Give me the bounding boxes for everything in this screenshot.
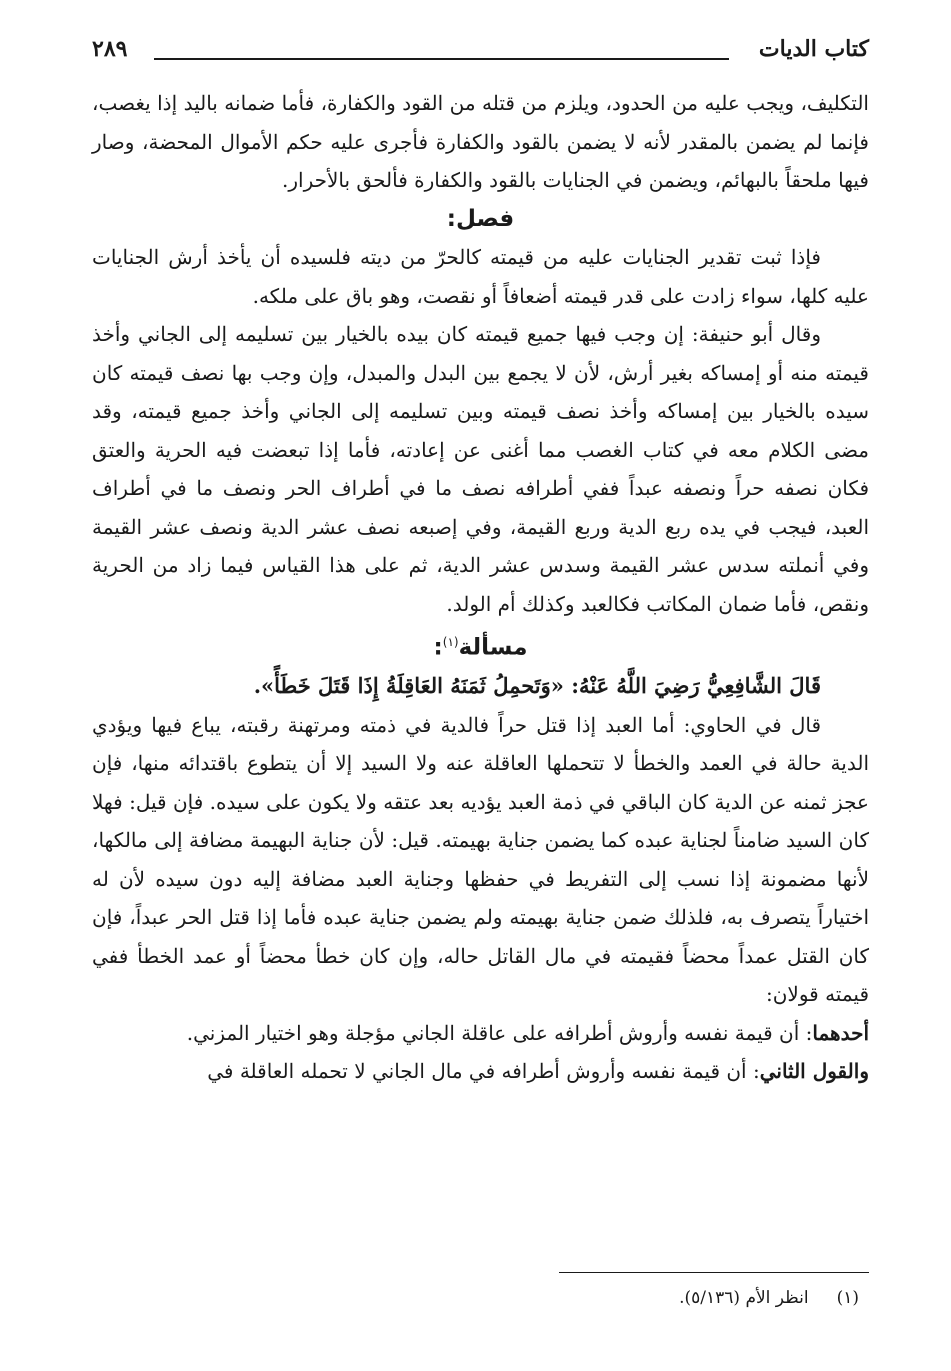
paragraph-2: فإذا ثبت تقدير الجنايات عليه من قيمته كالحرّ من ديته فلسيده أن يأخذ أرش الجنايات عليه كلها، سواء زادت على قدر قيمته أضعافاً أو نقصت، وهو باق على ملكه. [92, 245, 869, 308]
masala-title: مسألة [458, 634, 528, 661]
running-header [92, 36, 869, 76]
footnote-reference: (١) [442, 635, 459, 649]
paragraph-6 [92, 1052, 869, 1091]
paragraph-3: وقال أبو حنيفة: إن وجب فيها جميع قيمته كان بيده بالخيار بين تسليمه إلى الجاني وأخذ قيمته منه أو إمساكه بغير أرش، لأن لا يجمع بين البدل والمبدل، وإن وجب بها نصف قيمته كان سيده بالخيار بين إمساكه وأخذ نصف قيمته وبين تسليمه إلى الجاني وأخذ جميع قيمته، وقد مضى الكلام معه في كتاب الغصب مما أغنى عن إعادته، فأما إذا تبعضت فيه الحرية والعتق فكان نصفه حراً ونصفه عبداً ففي أطرافه نصف ما في أطراف الحر ونصف ما في أطراف العبد، فيجب في يده ربع الدية وربع القيمة، وفي إصبعه نصف عشر الدية ونصف عشر القيمة وفي أنملته سدس عشر القيمة وسدس عشر الدية، ثم على هذا القياس فيما زاد من الحرية ونقص، فأما ضمان المكاتب فكالعبد وكذلك أم الولد. [92, 322, 869, 616]
footnote [679, 1288, 859, 1308]
footnote-text: انظر الأم (٥/١٣٦). [679, 1288, 809, 1308]
first-opinion-text: : أن قيمة نفسه وأروش أطرافه على عاقلة الجاني مؤجلة وهو اختيار المزني. [186, 1020, 813, 1045]
paragraph-5 [92, 1014, 869, 1053]
page-number: ٢٨٩ [92, 36, 128, 62]
second-opinion-label: والقول الثاني [759, 1059, 869, 1084]
book-title: كتاب الديات [758, 36, 869, 62]
section-heading-masala [92, 623, 869, 667]
footnote-number: (١) [836, 1288, 859, 1308]
paragraph-1: التكليف، ويجب عليه من الحدود، ويلزم من قتله من القود والكفارة، فأما ضمانه باليد إذا يغصب، فإنما لم يضمن بالمقدر لأنه لا يضمن بالقود والكفارة فأجرى عليه حكم الأموال المحضة، وصار فيها ملحقاً بالبهائم، ويضمن في الجنايات بالقود والكفارة فألحق بالأحرار. [92, 91, 869, 192]
footnote-rule [559, 1272, 869, 1273]
paragraph-4: قال في الحاوي: أما العبد إذا قتل حراً فالدية في ذمته ومرتهنة رقبته، يباع فيها ويؤدي الدية حالة في العمد والخطأ لا تتحملها العاقلة عنه ولا السيد إلا أن يتطوع باقتدائه منها، فإن عجز ثمنه عن الدية كان الباقي في ذمة العبد يؤديه بعد عتقه ولا يكون على سيده. فإن قيل: فهلا كان السيد ضامناً لجناية عبده كما يضمن جناية بهيمته. قيل: لأن جناية البهيمة مضافة إلى مالكها، لأنها مضمونة إذا نسب إلى التفريط في حفظها وجناية العبد مضافة إليه دون سيده لأن له اختياراً يتصرف به، فلذلك ضمن جناية بهيمته ولم يضمن جناية عبده فأما إذا قتل الحر عبداً، فإن كان القتل عمداً محضاً فقيمته في مال القاتل حاله، وإن كان خطأ محضاً أو عمد الخطأ ففي قيمته قولان: [92, 712, 869, 1007]
header-rule [154, 58, 729, 60]
second-opinion-text: : أن قيمة نفسه وأروش أطرافه في مال الجاني لا تحمله العاقلة في [207, 1059, 760, 1084]
page-body [92, 84, 869, 1091]
masala-colon: : [433, 634, 443, 661]
section-heading-fasl: فصل: [446, 205, 515, 232]
shafii-quote: قَالَ الشَّافِعِيُّ رَضِيَ اللَّهُ عَنْهُ: «وَتَحمِلُ ثَمَنَهُ العَاقِلَةُ إِذَا قَتَلَ خَطَأً». [253, 673, 821, 699]
first-opinion-label: أحدهما [812, 1020, 869, 1045]
